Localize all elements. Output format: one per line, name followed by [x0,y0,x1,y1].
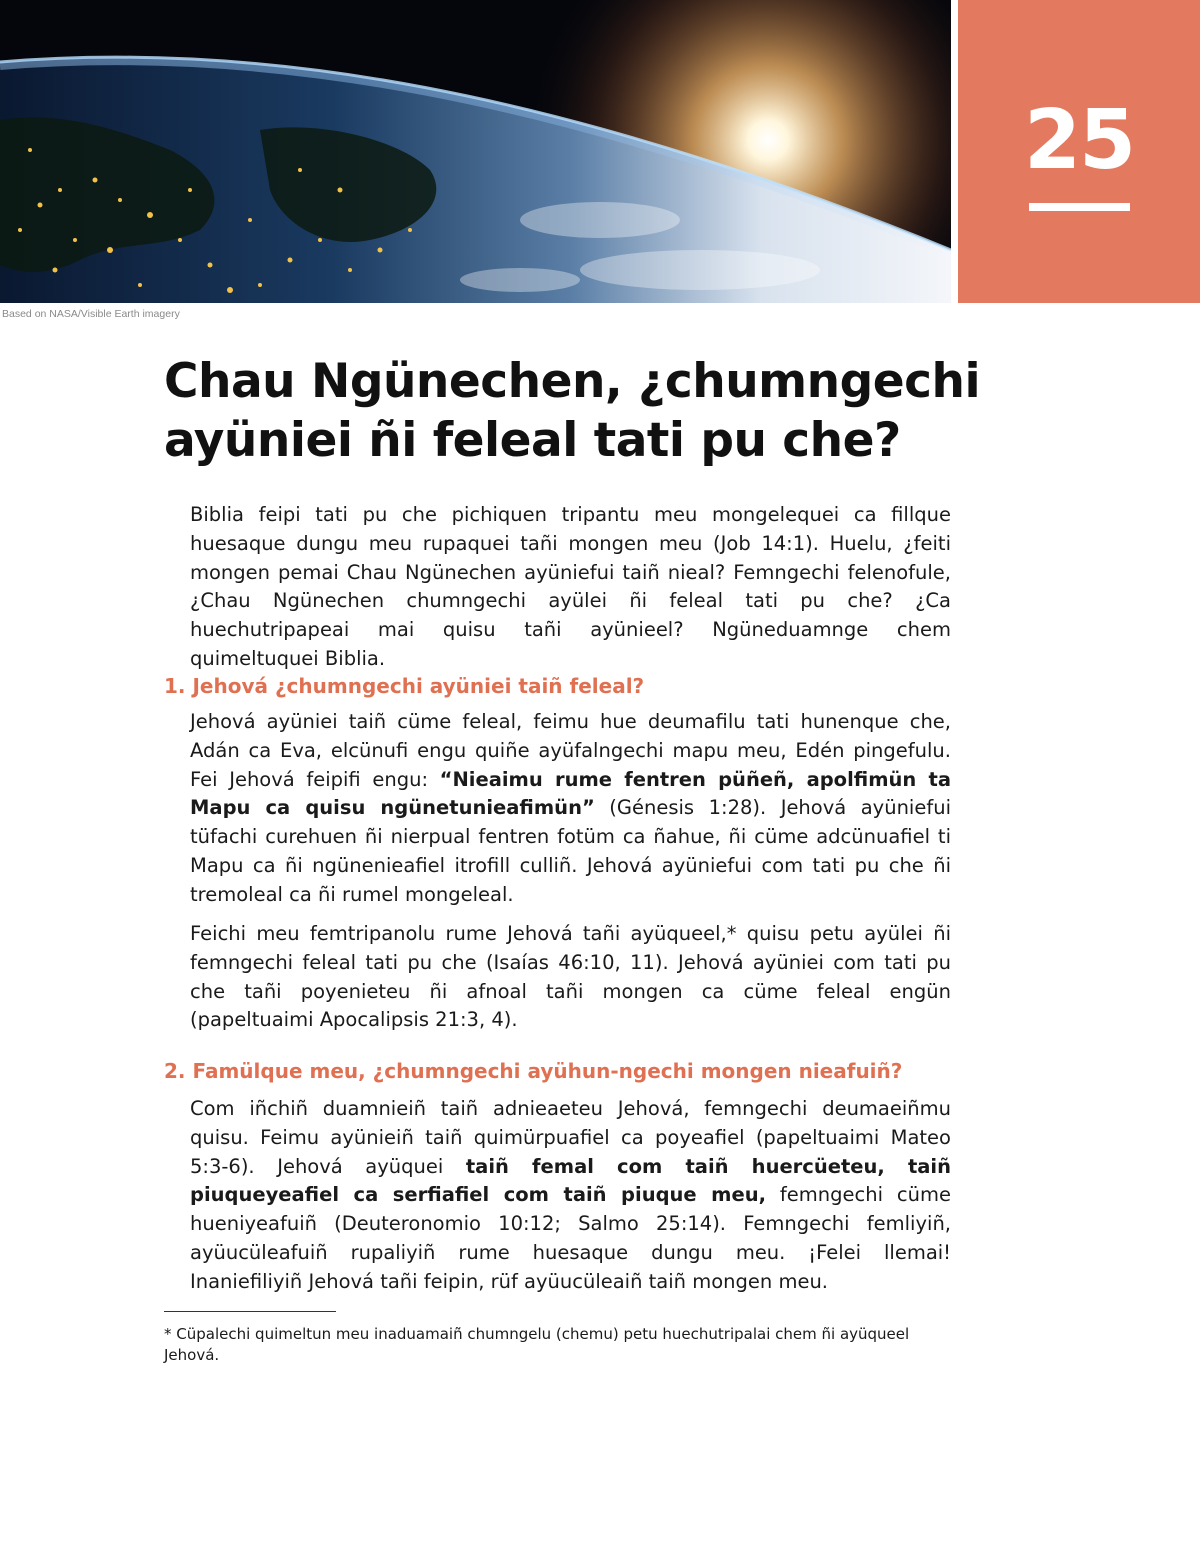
footnote: * Cüpalechi quimeltun meu inaduamaiñ chumngelu (chemu) petu huechutripalai chem ñi ayüqueel Jehová. [164,1325,910,1364]
title-line-1: Chau Ngünechen, ¿chumngechi [164,354,981,409]
emphasis-text: taiñ femal com taiñ huercüeteu, taiñ piuqueyeafiel ca serfiafiel com taiñ piuque meu, [190,1154,951,1207]
page-title [164,352,1064,470]
question-1-heading: 1. Jehová ¿chumngechi ayüniei taiñ feleal? [164,674,645,698]
footnote-marker[interactable]: * [726,922,737,945]
section-1-paragraph-1: Jehová ayüniei taiñ cüme feleal, feimu hue deumafilu tati hunenque che, Adán ca Eva, elcünufi engu quiñe ayüfalngechi mapu meu, Edén pingefulu. Fei Jehová feipifi engu: “Nieaimu rume fentren püñeñ, apolfimün ta Mapu ca quisu ngünetunieafimün” (Génesis 1:28). Jehová ayüniefui tüfachi curehuen ñi nierpual fentren fotüm ca ñahue, ñi cüme adcünuafiel ti Mapu ca ñi ngünenieafiel itrofill culliñ. Jehová ayüniefui com tati pu che ñi tremoleal ca ñi rumel mongeleal. [190,710,952,906]
chapter-badge [958,0,1200,303]
chapter-number: 25 [1023,93,1135,188]
earth-from-space-image [0,0,951,303]
question-2-heading: 2. Famülque meu, ¿chumngechi ayühun-ngechi mongen nieafuiñ? [164,1059,903,1083]
chapter-underline [1029,203,1130,211]
section-2-paragraph-1: Com iñchiñ duamnieiñ taiñ adnieaeteu Jehová, femngechi deumaeiñmu quisu. Feimu ayünieiñ taiñ quimürpuafiel ca poyeafiel (papeltuaimi Mateo 5:3-6). Jehová ayüquei taiñ femal com taiñ huercüeteu, taiñ piuqueyeafiel ca serfiafiel com taiñ piuque meu, femngechi cüme hueniyeafuiñ (Deuteronomio 10:12; Salmo 25:14). Femngechi femliyiñ, ayüucüleafuiñ rupaliyiñ rume huesaque dungu meu. ¡Felei llemai! Inaniefiliyiñ Jehová tañi feipin, rüf ayüucüleaiñ taiñ mongen meu. [190,1097,951,1293]
genesis-quote: “Nieaimu rume fentren püñeñ, apolfimün ta Mapu ca quisu ngünetunieafimün” [190,767,952,820]
intro-paragraph: Biblia feipi tati pu che pichiquen tripantu meu mongelequei ca fillque huesaque dungu meu rupaquei tañi mongen meu (Job 14:1). Huelu, ¿feiti mongen pemai Chau Ngünechen ayüniefui taiñ nieal? Femngechi felenofule, ¿Chau Ngünechen chumngechi ayülei ñi feleal tati pu che? ¿Ca huechutripapeai mai quisu tañi ayünieel? Ngüneduamnge chem quimeltuquei Biblia. [190,503,951,670]
image-credit: Based on NASA/Visible Earth imagery [2,308,180,320]
title-line-2: ayüniei ñi feleal tati pu che? [164,413,901,468]
footnote-divider [164,1311,336,1312]
section-1-paragraph-2: Feichi meu femtripanolu rume Jehová tañi ayüqueel,* quisu petu ayülei ñi femngechi feleal tati pu che (Isaías 46:10, 11). Jehová ayüniei com tati pu che tañi poyenieteu ñi afnoal tañi mongen ca cüme feleal engün (papeltuaimi Apocalipsis 21:3, 4). [190,922,951,1032]
